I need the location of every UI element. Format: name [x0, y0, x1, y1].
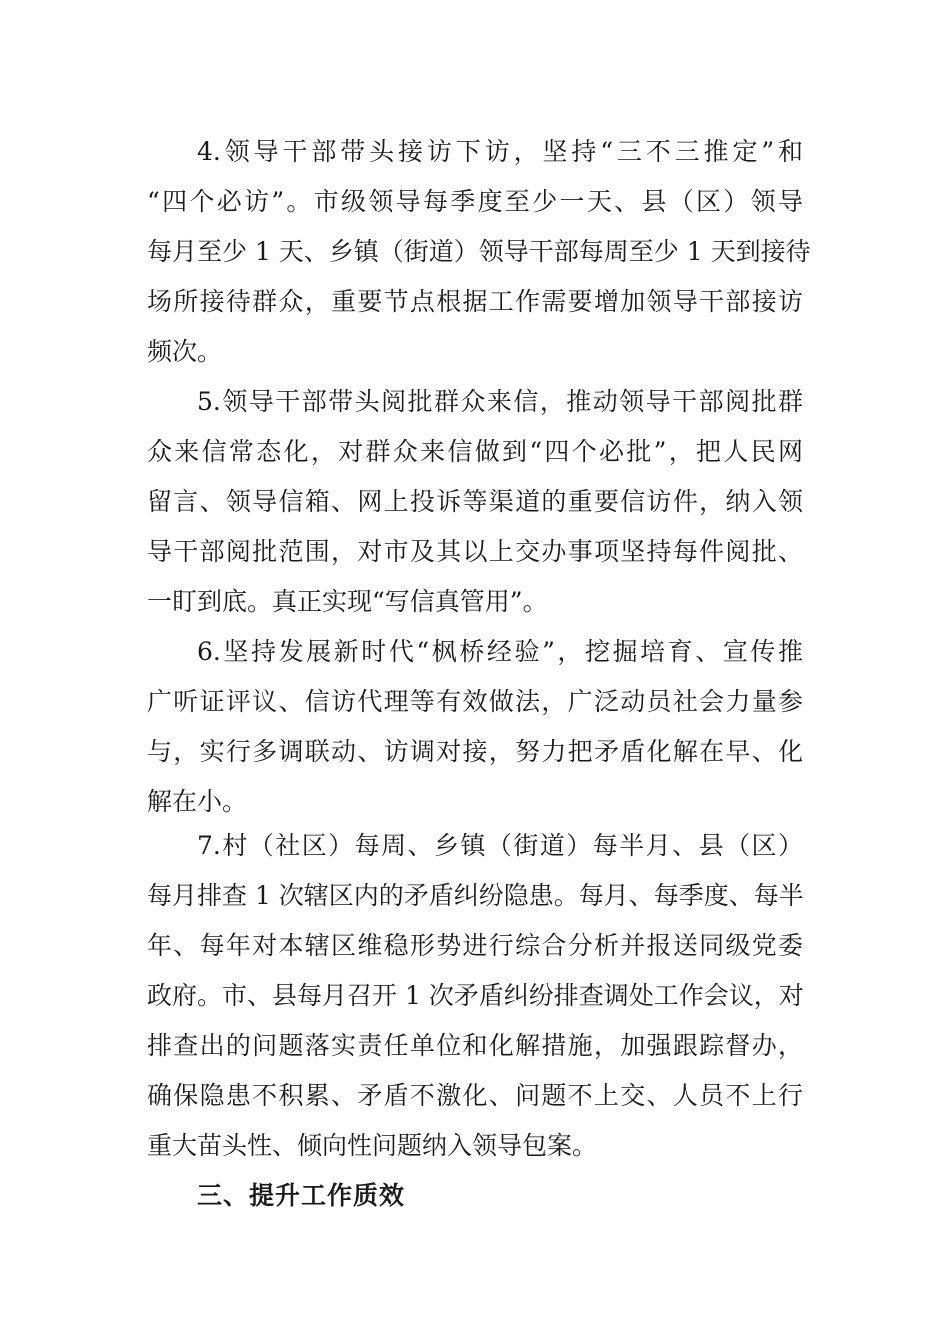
paragraph-4-line-2: “四个必访”。市级领导每季度至少一天、县（区）领导 — [147, 187, 803, 216]
paragraph-5-line-1: 5.领导干部带头阅批群众来信，推动领导干部阅批群 — [197, 387, 803, 416]
paragraph-5-line-3: 留言、领导信箱、网上投诉等渠道的重要信访件，纳入领 — [147, 487, 803, 516]
paragraph-5-line-2: 众来信常态化，对群众来信做到“四个必批”，把人民网 — [147, 437, 803, 466]
paragraph-7-line-4: 政府。市、县每月召开 1 次矛盾纠纷排查调处工作会议，对 — [147, 981, 804, 1010]
paragraph-7-line-5: 排查出的问题落实责任单位和化解措施，加强跟踪督办， — [147, 1031, 803, 1060]
paragraph-4-line-5: 频次。 — [147, 337, 223, 366]
paragraph-7-line-7: 重大苗头性、倾向性问题纳入领导包案。 — [147, 1131, 598, 1160]
paragraph-6-line-4: 解在小。 — [147, 787, 248, 816]
paragraph-7-line-1: 7.村（社区）每周、乡镇（街道）每半月、县（区） — [197, 831, 803, 860]
paragraph-7-line-3: 年、每年对本辖区维稳形势进行综合分析并报送同级党委 — [147, 931, 803, 960]
paragraph-7-line-2: 每月排查 1 次辖区内的矛盾纠纷隐患。每月、每季度、每半 — [147, 881, 804, 910]
paragraph-6-line-2: 广听证评议、信访代理等有效做法，广泛动员社会力量参 — [147, 687, 803, 716]
paragraph-4-line-4: 场所接待群众，重要节点根据工作需要增加领导干部接访 — [147, 287, 803, 316]
section-heading: 三、提升工作质效 — [197, 1181, 406, 1210]
paragraph-6-line-3: 与，实行多调联动、访调对接，努力把矛盾化解在早、化 — [147, 737, 803, 766]
paragraph-6-line-1: 6.坚持发展新时代“枫桥经验”，挖掘培育、宣传推 — [197, 637, 803, 666]
paragraph-4-line-1: 4.领导干部带头接访下访，坚持“三不三推定”和 — [197, 137, 803, 166]
paragraph-4-line-3: 每月至少 1 天、乡镇（街道）领导干部每周至少 1 天到接待 — [147, 237, 811, 266]
paragraph-7-line-6: 确保隐患不积累、矛盾不激化、问题不上交、人员不上行 — [147, 1081, 803, 1110]
paragraph-5-line-4: 导干部阅批范围，对市及其以上交办事项坚持每件阅批、 — [147, 537, 803, 566]
paragraph-5-line-5: 一盯到底。真正实现“写信真管用”。 — [147, 587, 548, 616]
